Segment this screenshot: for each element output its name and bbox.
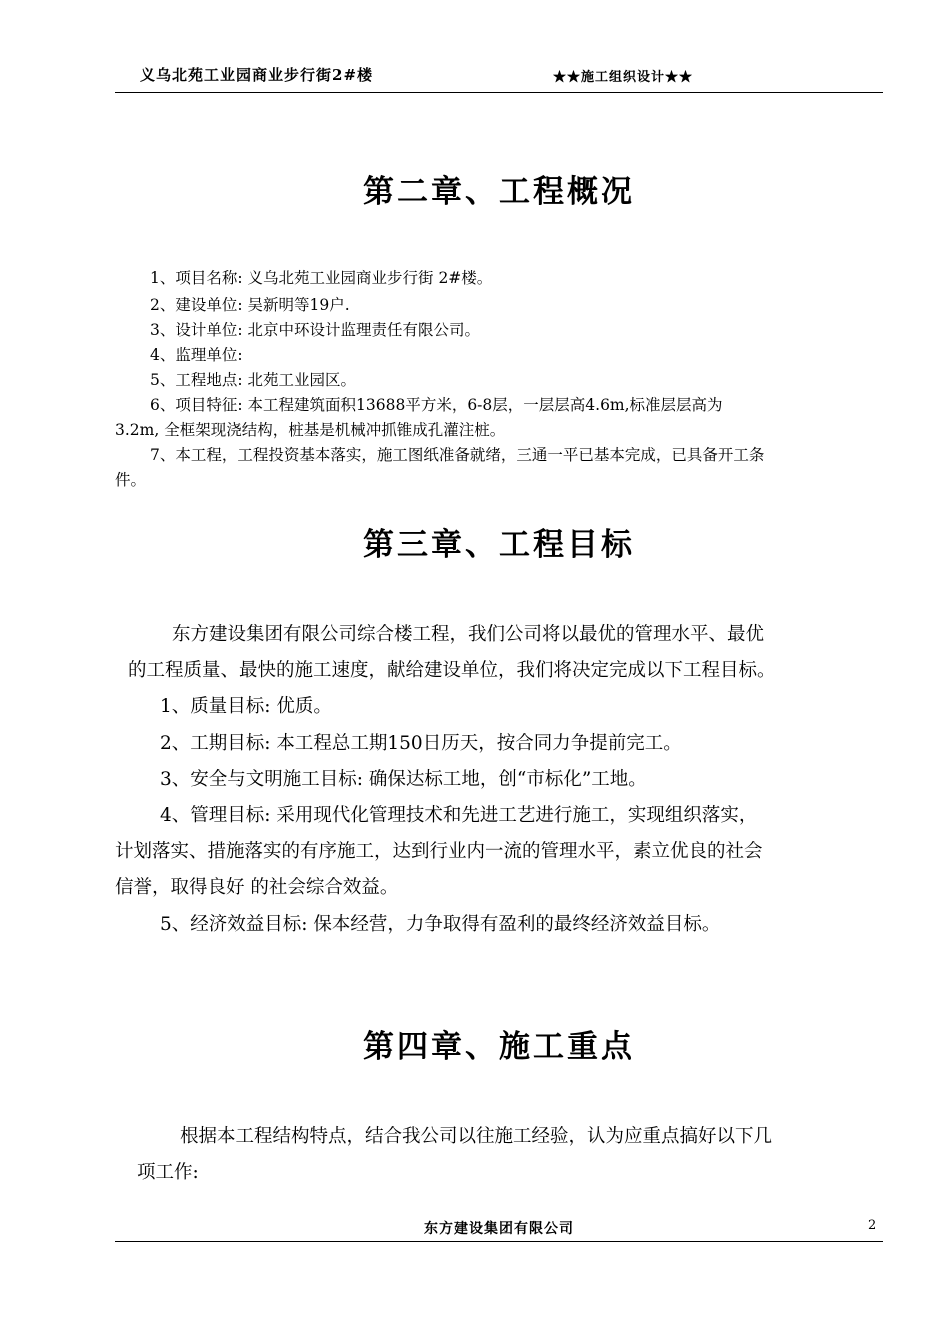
chapter3-goal-quality: 1、质量目标: 优质。 [160,696,332,717]
header-document-type: ★★施工组织设计★★ [553,70,694,85]
chapter2-item-5: 5、工程地点: 北苑工业园区。 [150,371,357,389]
header-project-name: 义乌北苑工业园商业步行街2#楼 [140,66,374,84]
chapter3-goal-safety: 3、安全与文明施工目标: 确保达标工地，创“市标化”工地。 [160,769,647,790]
chapter3-goal-schedule: 2、工期目标: 本工程总工期150日历天，按合同力争提前完工。 [160,733,682,754]
chapter4-title: 第四章、施工重点 [363,1029,635,1065]
chapter2-item-7: 7、本工程，工程投资基本落实，施工图纸准备就绪，三通一平已基本完成，已具备开工条 [150,446,765,464]
chapter4-intro-line-2: 项工作: [137,1162,199,1183]
chapter2-item-2: 2、建设单位: 吴新明等19户. [150,296,350,314]
chapter2-item-3: 3、设计单位: 北京中环设计监理责任有限公司。 [150,321,481,339]
chapter2-item-4: 4、监理单位: [150,346,243,364]
chapter2-title: 第二章、工程概况 [363,174,635,210]
chapter3-intro-line-2: 的工程质量、最快的施工速度，献给建设单位，我们将决定完成以下工程目标。 [128,660,776,681]
chapter2-item-6: 6、项目特征: 本工程建筑面积13688平方米，6-8层，一层层高4.6m,标准层层高为 [150,396,723,414]
chapter2-item-6-cont: 3.2m, 全框架现浇结构，桩基是机械冲抓锥成孔灌注桩。 [115,421,506,439]
chapter2-item-1: 1、项目名称: 义乌北苑工业园商业步行街 2#楼。 [150,269,493,287]
chapter3-goal-management-cont-2: 信誉，取得良好 的社会综合效益。 [115,877,399,898]
chapter3-intro-line-1: 东方建设集团有限公司综合楼工程，我们公司将以最优的管理水平、最优 [172,624,765,645]
chapter3-goal-management: 4、管理目标: 采用现代化管理技术和先进工艺进行施工，实现组织落实， [160,805,758,826]
chapter3-goal-management-cont-1: 计划落实、措施落实的有序施工，达到行业内一流的管理水平，素立优良的社会 [115,841,763,862]
footer-company-name: 东方建设集团有限公司 [424,1221,574,1237]
chapter4-intro-line-1: 根据本工程结构特点，结合我公司以往施工经验，认为应重点搞好以下几 [180,1126,773,1147]
chapter3-goal-economic: 5、经济效益目标: 保本经营，力争取得有盈利的最终经济效益目标。 [160,914,721,935]
footer-divider [115,1241,883,1242]
chapter2-item-7-cont: 件。 [115,471,147,489]
header-divider [115,92,883,93]
chapter3-title: 第三章、工程目标 [363,527,635,563]
page-number: 2 [868,1218,877,1233]
